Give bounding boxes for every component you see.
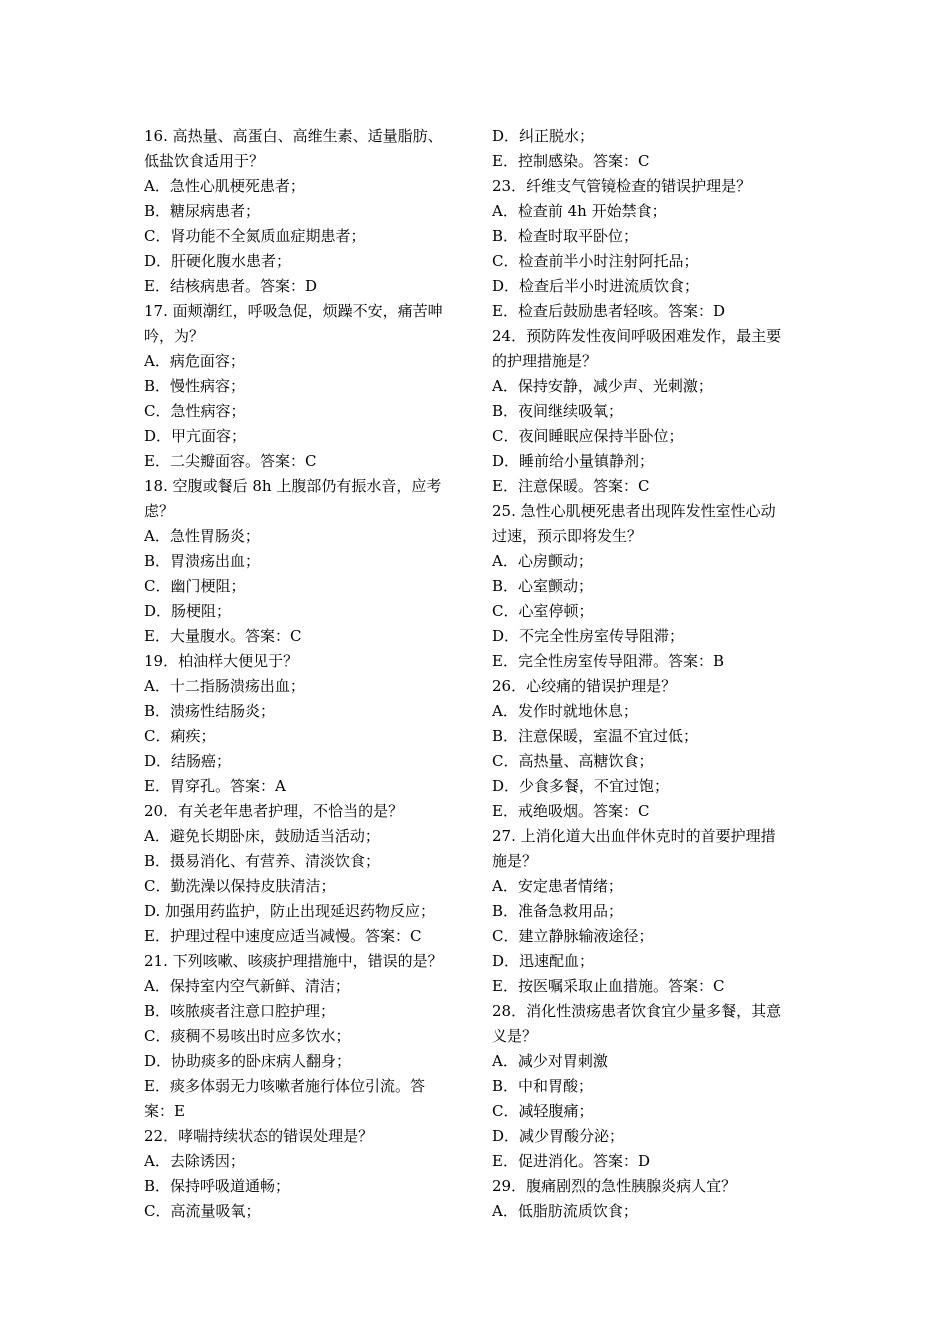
text-line: C．高热量、高糖饮食； — [492, 752, 654, 770]
text-line: 16. 高热量、高蛋白、高维生素、适量脂肪、 — [144, 127, 443, 145]
text-line: C．高流量吸氧； — [144, 1202, 261, 1220]
text-line: C．减轻腹痛； — [492, 1102, 594, 1120]
text-line: A．安定患者情绪； — [492, 877, 623, 895]
text-line: C．痰稠不易咳出时应多饮水； — [144, 1027, 351, 1045]
text-line: A．急性心肌梗死患者； — [144, 177, 305, 195]
text-line: 虑？ — [144, 502, 175, 520]
text-line: E．大量腹水。答案：C — [144, 627, 302, 645]
text-line: A．保持安静，减少声、光刺激； — [492, 377, 713, 395]
text-line: A．十二指肠溃疡出血； — [144, 677, 305, 695]
text-line: D. 加强用药监护，防止出现延迟药物反应； — [144, 902, 436, 920]
text-line: D．协助痰多的卧床病人翻身； — [144, 1052, 352, 1070]
text-line: 低盐饮食适用于？ — [144, 152, 265, 170]
text-line: C．建立静脉输液途径； — [492, 927, 654, 945]
text-line: C．急性病容； — [144, 402, 246, 420]
text-line: B．溃疡性结肠炎； — [144, 702, 276, 720]
text-line: D．结肠癌； — [144, 752, 232, 770]
text-line: B．慢性病容； — [144, 377, 246, 395]
text-line: C．夜间睡眠应保持半卧位； — [492, 427, 684, 445]
text-line: 19．柏油样大便见于？ — [144, 652, 299, 670]
text-line: 23．纤维支气管镜检查的错误护理是？ — [492, 177, 752, 195]
text-line: C．幽门梗阻； — [144, 577, 246, 595]
text-line: D．肝硬化腹水患者； — [144, 252, 292, 270]
text-line: D．检查后半小时进流质饮食； — [492, 277, 700, 295]
text-line: D．少食多餐，不宜过饱； — [492, 777, 670, 795]
text-line: D．甲亢面容； — [144, 427, 247, 445]
text-line: 义是？ — [492, 1027, 538, 1045]
text-line: D．不完全性房室传导阻滞； — [492, 627, 685, 645]
text-line: A．去除诱因； — [144, 1152, 245, 1170]
text-line: E．控制感染。答案：C — [492, 152, 650, 170]
text-line: B．咳脓痰者注意口腔护理； — [144, 1002, 336, 1020]
text-line: A．低脂肪流质饮食； — [492, 1202, 638, 1220]
text-line: 24．预防阵发性夜间呼吸困难发作，最主要 — [492, 327, 782, 345]
text-line: E．注意保暖。答案：C — [492, 477, 650, 495]
text-line: 25. 急性心肌梗死患者出现阵发性室性心动 — [492, 502, 776, 520]
text-line: 21. 下列咳嗽、咳痰护理措施中，错误的是？ — [144, 952, 443, 970]
text-line: 26．心绞痛的错误护理是？ — [492, 677, 677, 695]
text-line: 27. 上消化道大出血伴休克时的首要护理措 — [492, 827, 776, 845]
text-line: B．摄易消化、有营养、清淡饮食； — [144, 852, 381, 870]
text-line: A．发作时就地休息； — [492, 702, 638, 720]
text-line: C．肾功能不全氮质血症期患者； — [144, 227, 366, 245]
text-line: A．病危面容； — [144, 352, 245, 370]
text-line: 22．哮喘持续状态的错误处理是？ — [144, 1127, 374, 1145]
right-text-column — [492, 124, 820, 1224]
text-line: 的护理措施是？ — [492, 352, 598, 370]
text-line: E．检查后鼓励患者轻咳。答案：D — [492, 302, 725, 320]
text-line: A．急性胃肠炎； — [144, 527, 260, 545]
text-line: 18. 空腹或餐后 8h 上腹部仍有振水音，应考 — [144, 477, 442, 495]
text-line: 28．消化性溃疡患者饮食宜少量多餐，其意 — [492, 1002, 782, 1020]
text-line: B．糖尿病患者； — [144, 202, 261, 220]
left-text-column — [144, 124, 472, 1224]
text-line: B．夜间继续吸氧； — [492, 402, 624, 420]
text-line: E．戒绝吸烟。答案：C — [492, 802, 650, 820]
text-line: C．痢疾； — [144, 727, 216, 745]
text-line: C．心室停顿； — [492, 602, 594, 620]
text-line: E．痰多体弱无力咳嗽者施行体位引流。答 — [144, 1077, 425, 1095]
text-line: D．迅速配血； — [492, 952, 595, 970]
text-line: 吟，为？ — [144, 327, 205, 345]
text-line: A．避免长期卧床，鼓励适当活动； — [144, 827, 380, 845]
text-line: A．保持室内空气新鲜、清洁； — [144, 977, 350, 995]
text-line: A．心房颤动； — [492, 552, 593, 570]
text-line: E．结核病患者。答案：D — [144, 277, 317, 295]
text-line: D．减少胃酸分泌； — [492, 1127, 625, 1145]
text-line: B．准备急救用品； — [492, 902, 624, 920]
text-line: B．心室颤动； — [492, 577, 594, 595]
text-line: E．胃穿孔。答案：A — [144, 777, 286, 795]
text-line: E．按医嘱采取止血措施。答案：C — [492, 977, 725, 995]
text-line: D．肠梗阻； — [144, 602, 232, 620]
text-line: B．中和胃酸； — [492, 1077, 594, 1095]
text-line: A．减少对胃刺激 — [492, 1052, 608, 1070]
text-line: 过速，预示即将发生？ — [492, 527, 643, 545]
text-line: B．胃溃疡出血； — [144, 552, 261, 570]
text-line: C．勤洗澡以保持皮肤清洁； — [144, 877, 336, 895]
text-line: 20．有关老年患者护理，不恰当的是？ — [144, 802, 404, 820]
text-line: E．促进消化。答案：D — [492, 1152, 650, 1170]
text-line: 17. 面颊潮红，呼吸急促，烦躁不安，痛苦呻 — [144, 302, 443, 320]
text-line: D．纠正脱水； — [492, 127, 595, 145]
text-line: B．注意保暖，室温不宜过低； — [492, 727, 699, 745]
text-line: E．二尖瓣面容。答案：C — [144, 452, 317, 470]
text-line: 29．腹痛剧烈的急性胰腺炎病人宜？ — [492, 1177, 737, 1195]
text-line: B．检查时取平卧位； — [492, 227, 639, 245]
text-line: D．睡前给小量镇静剂； — [492, 452, 655, 470]
text-line: B．保持呼吸道通畅； — [144, 1177, 291, 1195]
text-line: 案：E — [144, 1102, 185, 1120]
text-line: A．检查前 4h 开始禁食； — [492, 202, 667, 220]
text-line: E．完全性房室传导阻滞。答案：B — [492, 652, 724, 670]
text-line: C．检查前半小时注射阿托品； — [492, 252, 699, 270]
text-line: E．护理过程中速度应适当减慢。答案：C — [144, 927, 422, 945]
text-line: 施是？ — [492, 852, 538, 870]
